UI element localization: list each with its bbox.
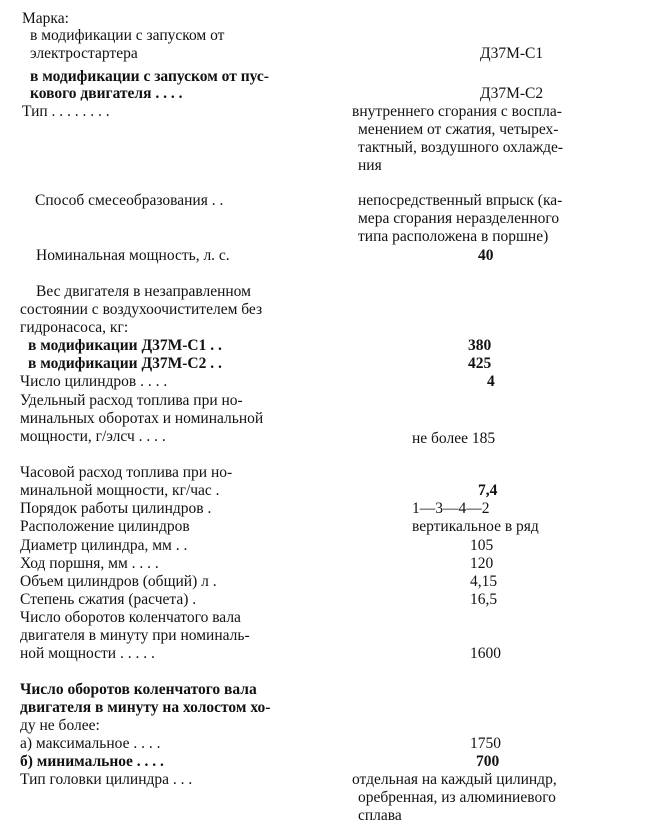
spec-label: Число оборотов коленчатого вала — [20, 609, 241, 626]
spec-value: 380 — [468, 337, 492, 354]
spec-value: 7,4 — [478, 482, 498, 499]
spec-label: Марка: — [22, 10, 69, 27]
spec-value: 1750 — [470, 735, 501, 752]
spec-label: в модификации Д37М-С1 . . — [28, 337, 222, 354]
spec-label: Объем цилиндров (общий) л . — [20, 573, 217, 590]
spec-label: Диаметр цилиндра, мм . . — [20, 537, 188, 554]
spec-value: 425 — [468, 355, 492, 372]
spec-value: оребренная, из алюминиевого — [358, 789, 556, 806]
spec-value: Д37М-С2 — [480, 85, 544, 102]
spec-label: состоянии с воздухоочистителем без — [20, 301, 263, 318]
spec-value: менением от сжатия, четырех- — [358, 121, 559, 138]
spec-label: гидронасоса, кг: — [20, 319, 129, 336]
spec-label: в модификации Д37М-С2 . . — [28, 355, 222, 372]
spec-value: тактный, воздушного охлажде- — [358, 139, 564, 156]
spec-value: типа расположена в поршне) — [358, 228, 549, 245]
spec-label: электростартера — [30, 45, 138, 62]
spec-label: в модификации с запуском от пус- — [30, 68, 269, 85]
spec-value: 1600 — [470, 645, 501, 662]
spec-value: непосредственный впрыск (ка- — [358, 192, 563, 209]
spec-value: внутреннего сгорания с воспла- — [352, 103, 562, 120]
spec-value: 16,5 — [470, 591, 498, 608]
spec-label: Тип . . . . . . . . — [22, 103, 110, 120]
spec-value: вертикальное в ряд — [412, 518, 539, 535]
spec-label: Тип головки цилиндра . . . — [20, 771, 193, 788]
spec-value: 105 — [470, 537, 494, 554]
spec-label: Часовой расход топлива при но- — [20, 464, 233, 481]
spec-label: Способ смесеобразования . . — [35, 192, 224, 209]
spec-value: 1—3—4—2 — [412, 500, 490, 517]
spec-label: Число цилиндров . . . . — [20, 373, 168, 390]
spec-value: Д37М-С1 — [480, 45, 544, 62]
spec-label: Вес двигателя в незаправленном — [36, 283, 251, 300]
spec-label: минальной мощности, кг/час . — [20, 482, 220, 499]
spec-label: Расположение цилиндров — [20, 518, 190, 535]
spec-label: Число оборотов коленчатого вала — [20, 681, 257, 698]
spec-value: сплава — [358, 807, 402, 824]
spec-label: б) минимальное . . . . — [20, 753, 164, 770]
spec-label: минальных оборотах и номинальной — [20, 410, 264, 427]
spec-label: Удельный расход топлива при но- — [20, 392, 243, 409]
spec-label: Номинальная мощность, л. с. — [36, 247, 230, 264]
spec-value: мера сгорания неразделенного — [358, 210, 560, 227]
spec-label: в модификации с запуском от — [30, 27, 225, 44]
spec-value: 4 — [487, 373, 495, 390]
spec-label: двигателя в минуту при номиналь- — [20, 627, 250, 644]
spec-value: 120 — [470, 555, 494, 572]
spec-label: Порядок работы цилиндров . — [20, 500, 212, 517]
spec-label: ду не более: — [20, 717, 100, 734]
spec-label: Степень сжатия (расчета) . — [20, 591, 197, 608]
spec-label: Ход поршня, мм . . . . — [20, 555, 159, 572]
spec-value: не более 185 — [412, 430, 496, 447]
spec-label: а) максимальное . . . . — [20, 735, 161, 752]
spec-value: отдельная на каждый цилиндр, — [352, 771, 557, 788]
spec-value: 40 — [478, 247, 494, 264]
spec-value: 700 — [476, 753, 500, 770]
spec-label: кового двигателя . . . . — [30, 85, 183, 102]
spec-value: 4,15 — [470, 573, 498, 590]
spec-label: ной мощности . . . . . — [20, 645, 155, 662]
spec-value: ния — [358, 157, 382, 174]
spec-label: мощности, г/элсч . . . . — [20, 428, 166, 445]
spec-label: двигателя в минуту на холостом хо- — [20, 699, 271, 716]
